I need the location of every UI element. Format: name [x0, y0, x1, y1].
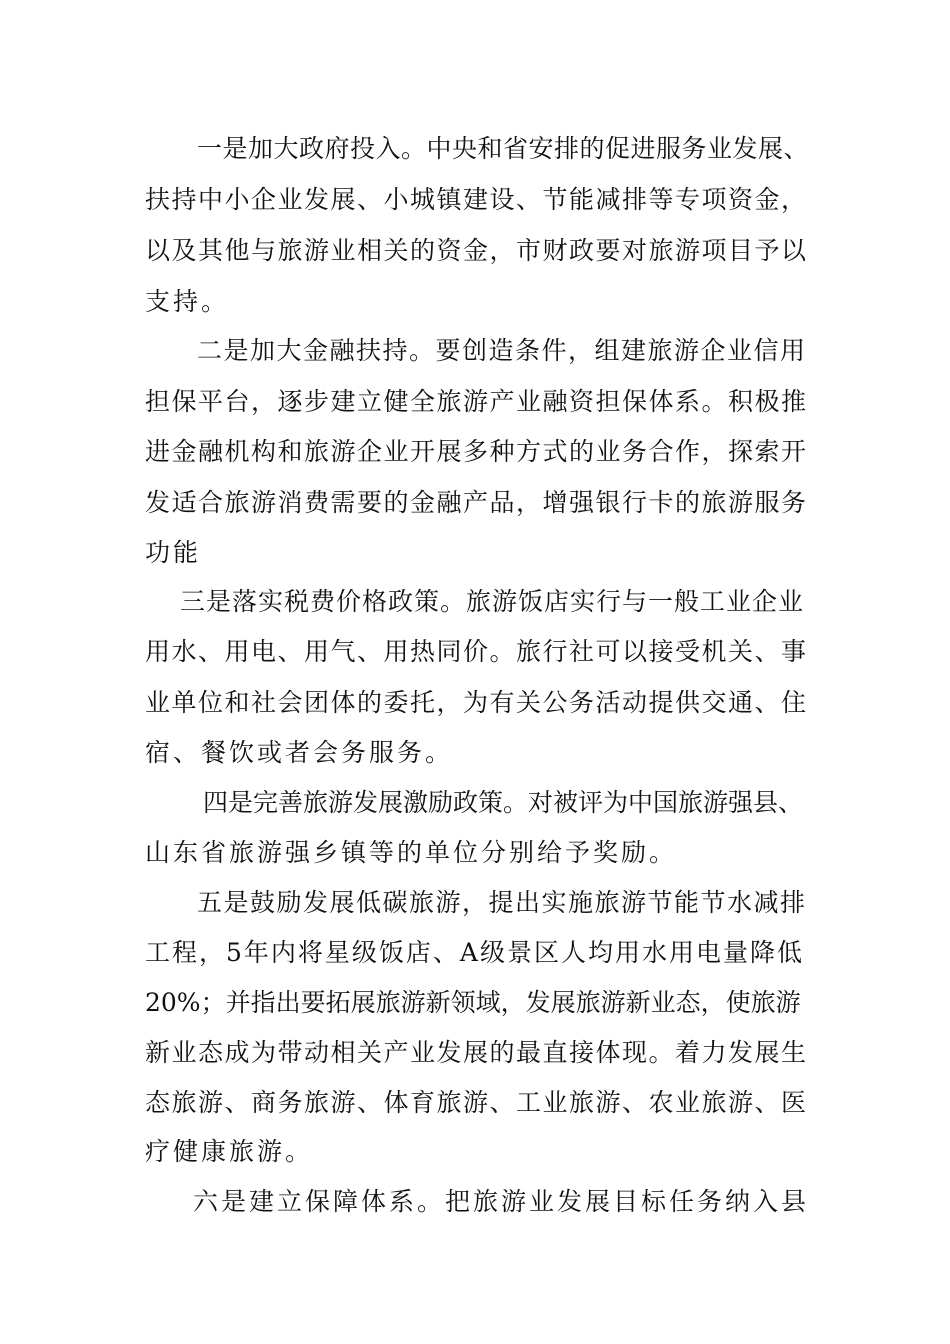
- paragraph-2-line-1: 二是加大金融扶持。要创造条件，组建旅游企业信用: [197, 336, 807, 365]
- paragraph-2-line-3: 进金融机构和旅游企业开展多种方式的业务合作，探索开: [145, 437, 808, 466]
- paragraph-2-line-4: 发适合旅游消费需要的金融产品，增强银行卡的旅游服务: [145, 488, 808, 517]
- paragraph-5-line-6: 疗健康旅游。: [145, 1137, 314, 1166]
- paragraph-3-line-3: 业单位和社会团体的委托，为有关公务活动提供交通、住: [145, 688, 808, 717]
- paragraph-1-line-1: 一是加大政府投入。中央和省安排的促进服务业发展、: [197, 134, 810, 163]
- paragraph-6-line-1: 六是建立保障体系。把旅游业发展目标任务纳入县: [193, 1187, 810, 1216]
- paragraph-1-line-3: 以及其他与旅游业相关的资金，市财政要对旅游项目予以: [145, 236, 808, 265]
- paragraph-3-line-4: 宿、餐饮或者会务服务。: [145, 738, 454, 767]
- paragraph-3-line-1: 三是落实税费价格政策。旅游饭店实行与一般工业企业: [180, 587, 805, 616]
- paragraph-4-line-1: 四是完善旅游发展激励政策。对被评为中国旅游强县、: [203, 788, 804, 817]
- paragraph-5-line-1: 五是鼓励发展低碳旅游，提出实施旅游节能节水减排: [197, 888, 807, 917]
- paragraph-5-line-2: 工程，5年内将星级饭店、A级景区人均用水用电量降低: [145, 938, 804, 967]
- paragraph-1-line-4: 支持。: [145, 287, 230, 316]
- paragraph-3-line-2: 用水、用电、用气、用热同价。旅行社可以接受机关、事: [145, 637, 808, 666]
- paragraph-1-line-2: 扶持中小企业发展、小城镇建设、节能减排等专项资金，: [145, 185, 808, 214]
- paragraph-2-line-2: 担保平台，逐步建立健全旅游产业融资担保体系。积极推: [145, 387, 808, 416]
- paragraph-2-line-5: 功能: [145, 538, 202, 567]
- paragraph-4-line-2: 山东省旅游强乡镇等的单位分别给予奖励。: [145, 838, 678, 867]
- paragraph-5-line-3: 20%；并指出要拓展旅游新领域，发展旅游新业态，使旅游: [145, 988, 801, 1017]
- paragraph-5-line-4: 新业态成为带动相关产业发展的最直接体现。着力发展生: [145, 1038, 808, 1067]
- paragraph-5-line-5: 态旅游、商务旅游、体育旅游、工业旅游、农业旅游、医: [145, 1088, 808, 1117]
